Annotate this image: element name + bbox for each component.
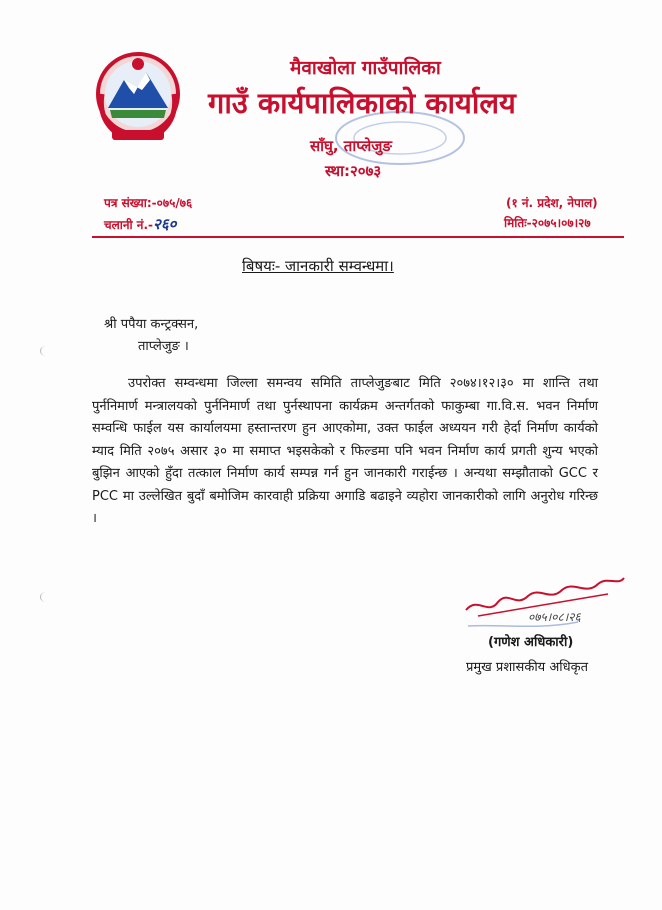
date-label: मितिः- (504, 216, 532, 230)
letter-number-label: पत्र संख्या:- (104, 196, 157, 210)
recipient-place: ताप्लेजुङ । (138, 339, 189, 354)
established-year: स्था:२०७३ (325, 162, 382, 180)
organization-name: मैवाखोला गाउँपालिका (290, 57, 441, 79)
dispatch-number-label: चलानी नं.- (104, 218, 154, 232)
handwritten-signature (458, 566, 628, 638)
subject-line: बिषयः- जानकारी सम्वन्धमा। (242, 257, 394, 275)
header-divider (92, 236, 624, 238)
dispatch-number-value: २६० (153, 215, 177, 233)
date-value: २०७५।०७।२७ (531, 216, 591, 230)
dispatch-number (104, 214, 176, 234)
date-line (504, 214, 591, 231)
recipient-name: श्री पपैया कन्ट्रक्सन, (104, 317, 199, 332)
nepal-emblem-logo (94, 50, 182, 148)
signatory-designation: प्रमुख प्रशासकीय अधिकृत (466, 660, 589, 675)
letter-number-value: ०७५/७६ (156, 196, 193, 210)
signatory-name: (गणेश अधिकारी) (488, 635, 574, 650)
punch-hole-mark (40, 592, 51, 602)
body-paragraph: उपरोक्त सम्वन्धमा जिल्ला समन्वय समिति ताप्लेजुङबाट मिति २०७४।१२।३० मा शान्ति तथा पुर्ननिमार्ण मन्त्रालयको पुर्ननिमार्ण तथा पुर्नस्थापना कार्यक्रम अन्तर्गतको फाकुम्बा गा.वि.स. भवन निर्माण सम्वन्धि फाईल यस कार्यालयमा हस्तान्तरण हुन आएकोमा, उक्त फाईल अध्ययन गरी हेर्दा निर्माण कार्यको म्याद मिति २०७५ असार ३० मा समाप्त भइसकेको र फिल्डमा पनि भवन निर्माण कार्य प्रगती शुन्य भएको बुझिन आएको हुँदा तत्काल निर्माण कार्य सम्पन्न गर्न हुन जानकारी गराईन्छ । अन्यथा सम्झौताको GCC र PCC मा उल्लेखित बुदाँ बमोजिम कारवाही प्रक्रिया अगाडि बढाइने व्यहोरा जानकारीको लागि अनुरोध गरिन्छ । (92, 376, 598, 526)
province-label: (१ नं. प्रदेश, नेपाल) (506, 196, 598, 210)
signed-date: ०७५।०८।२६ (528, 610, 581, 624)
letter-number (104, 194, 192, 211)
office-title: गाउँ कार्यपालिकाको कार्यालय (208, 86, 516, 120)
office-location: साँघु, ताप्लेजुङ (310, 137, 392, 155)
punch-hole-mark (40, 346, 51, 356)
letter-body (92, 373, 598, 531)
